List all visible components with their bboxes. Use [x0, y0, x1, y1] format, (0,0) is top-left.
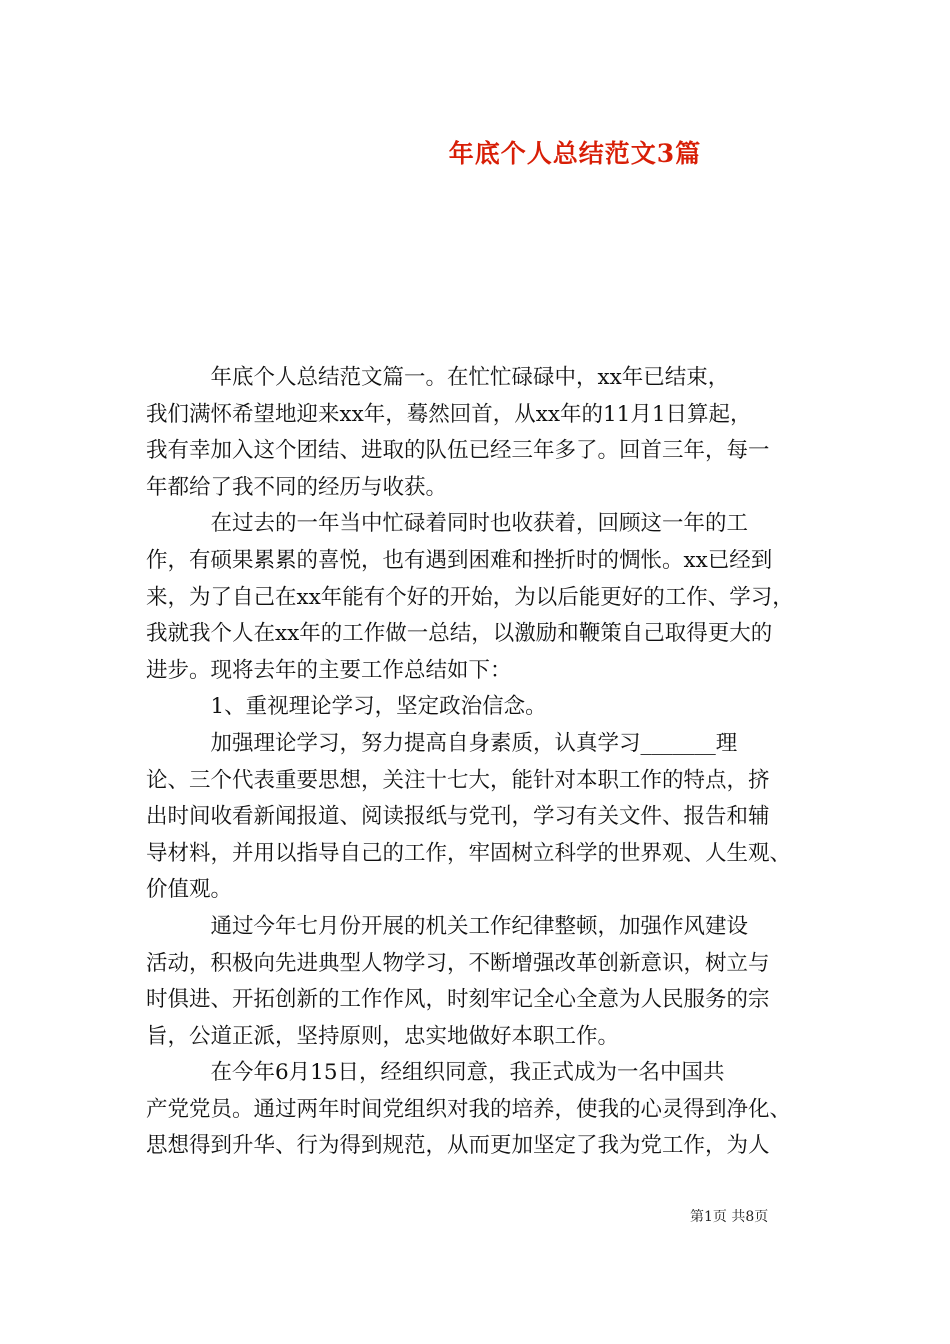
- body-line: 时俱进、开拓创新的工作作风，时刻牢记全心全意为人民服务的宗: [146, 987, 770, 1013]
- body-line: 出时间收看新闻报道、阅读报纸与党刊，学习有关文件、报告和辅: [146, 804, 770, 830]
- body-line: 产党党员。通过两年时间党组织对我的培养，使我的心灵得到净化、: [146, 1096, 792, 1122]
- body-line: 通过今年七月份开展的机关工作纪律整顿，加强作风建设: [146, 913, 749, 939]
- body-line: 论、三个代表重要思想，关注十七大，能针对本职工作的特点，挤: [146, 767, 770, 793]
- body-line: 我有幸加入这个团结、进取的队伍已经三年多了。回首三年，每一: [146, 438, 770, 464]
- body-line: 我就我个人在xx年的工作做一总结，以激励和鞭策自己取得更大的: [146, 621, 773, 647]
- body-line: 作，有硕果累累的喜悦，也有遇到困难和挫折时的惆怅。xx已经到: [146, 547, 773, 573]
- body-line: 旨，公道正派，坚持原则，忠实地做好本职工作。: [146, 1023, 620, 1049]
- body-line: 在过去的一年当中忙碌着同时也收获着，回顾这一年的工: [146, 511, 749, 537]
- body-line: 导材料，并用以指导自己的工作，牢固树立科学的世界观、人生观、: [146, 840, 792, 866]
- body-line: 进步。现将去年的主要工作总结如下：: [146, 657, 512, 683]
- body-line: 年都给了我不同的经历与收获。: [146, 474, 448, 500]
- body-line: 加强理论学习，努力提高自身素质，认真学习_______理: [146, 730, 738, 756]
- body-line: 1、重视理论学习，坚定政治信念。: [146, 694, 547, 720]
- body-line: 在今年6月15日，经组织同意，我正式成为一名中国共: [146, 1060, 725, 1086]
- body-line: 思想得到升华、行为得到规范，从而更加坚定了我为党工作，为人: [146, 1133, 770, 1159]
- body-line: 活动，积极向先进典型人物学习，不断增强改革创新意识，树立与: [146, 950, 770, 976]
- body-line: 来，为了自己在xx年能有个好的开始，为以后能更好的工作、学习，: [146, 584, 794, 610]
- body-line: 价值观。: [146, 877, 233, 903]
- body-line: 我们满怀希望地迎来xx年，蓦然回首，从xx年的11月1日算起，: [146, 401, 752, 427]
- body-line: 年底个人总结范文篇一。在忙忙碌碌中，xx年已结束，: [146, 365, 730, 390]
- page-number-footer: 第1页 共8页: [690, 1209, 769, 1225]
- document-title: 年底个人总结范文3篇: [448, 139, 702, 168]
- document-body: [146, 360, 836, 1165]
